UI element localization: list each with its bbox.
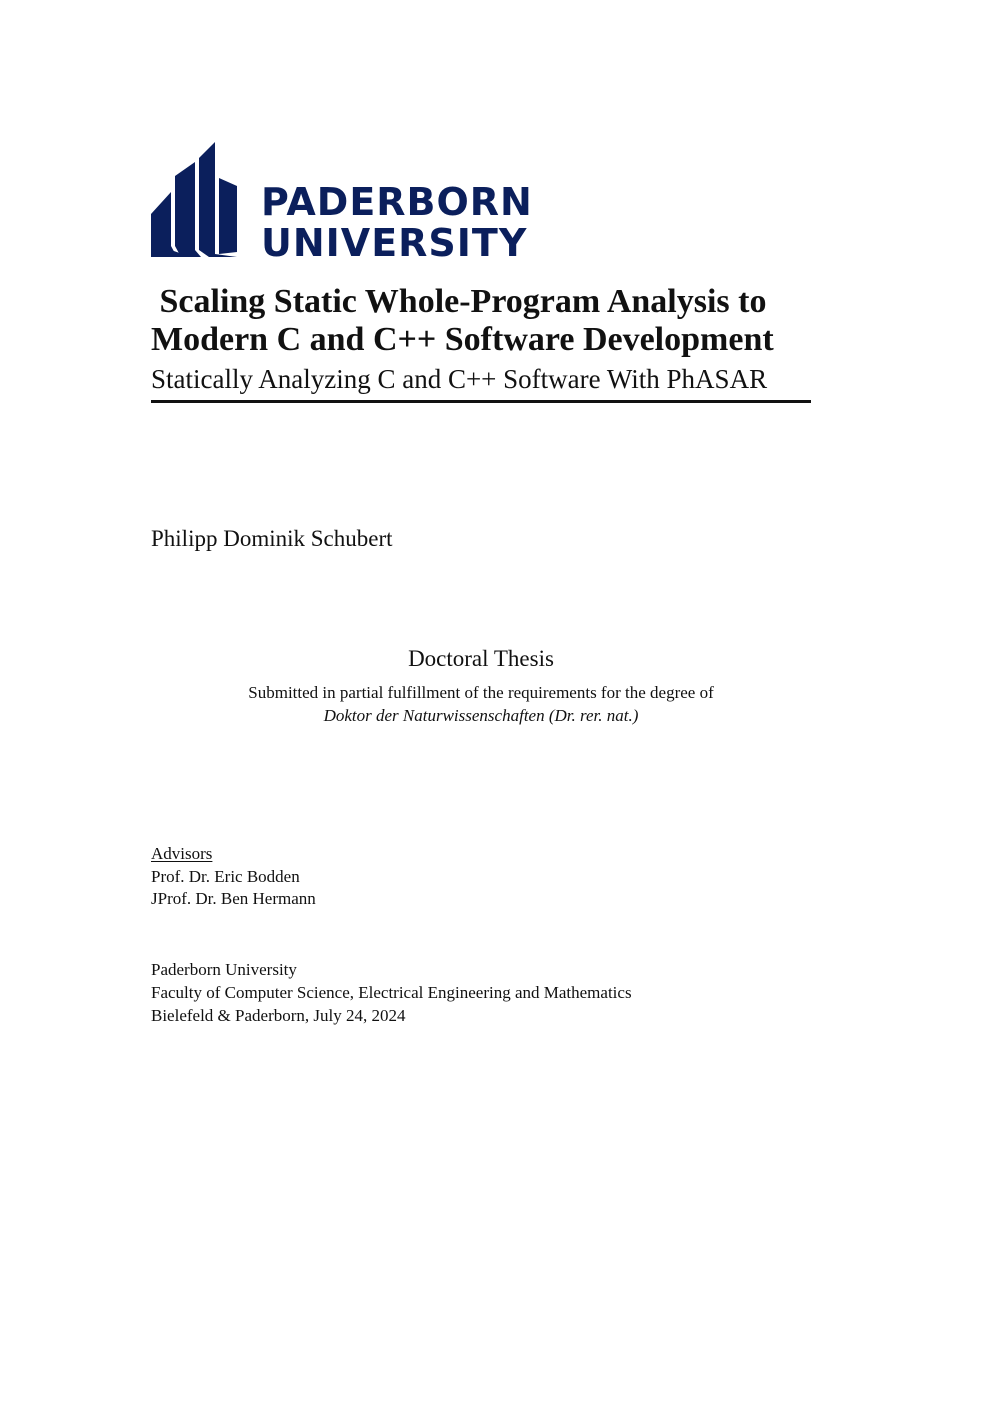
affiliation-faculty: Faculty of Computer Science, Electrical Engineering and Mathematics	[151, 983, 632, 1002]
affiliation-place-date: Bielefeld & Paderborn, July 24, 2024	[151, 1006, 406, 1025]
logo-text-line1: PADERBORN	[261, 180, 533, 224]
title-rule	[151, 400, 811, 403]
thesis-subtitle: Statically Analyzing C and C++ Software With PhASAR	[151, 364, 768, 394]
thesis-title-line2: Modern C and C++ Software Development	[151, 321, 774, 358]
thesis-note: Submitted in partial fulfillment of the requirements for the degree of	[248, 683, 714, 702]
thesis-title-line1-text: Scaling Static Whole-Program Analysis to	[159, 283, 767, 320]
thesis-info	[151, 645, 811, 727]
advisor-name: Prof. Dr. Eric Bodden	[151, 866, 300, 886]
thesis-type: Doctoral Thesis	[408, 646, 554, 671]
university-logo	[151, 142, 533, 265]
logo-mark-icon	[151, 142, 533, 265]
thesis-title-line1	[151, 283, 811, 321]
advisors-label: Advisors	[151, 844, 213, 863]
logo-text-line2: UNIVERSITY	[261, 221, 528, 265]
advisor-name: JProf. Dr. Ben Hermann	[151, 889, 316, 908]
author-name: Philipp Dominik Schubert	[151, 526, 393, 551]
thesis-degree: Doktor der Naturwissenschaften (Dr. rer. nat.)	[323, 706, 639, 725]
affiliation-section	[151, 958, 632, 1027]
affiliation-university: Paderborn University	[151, 960, 297, 979]
advisors-section	[151, 843, 316, 911]
title-block	[151, 283, 811, 403]
